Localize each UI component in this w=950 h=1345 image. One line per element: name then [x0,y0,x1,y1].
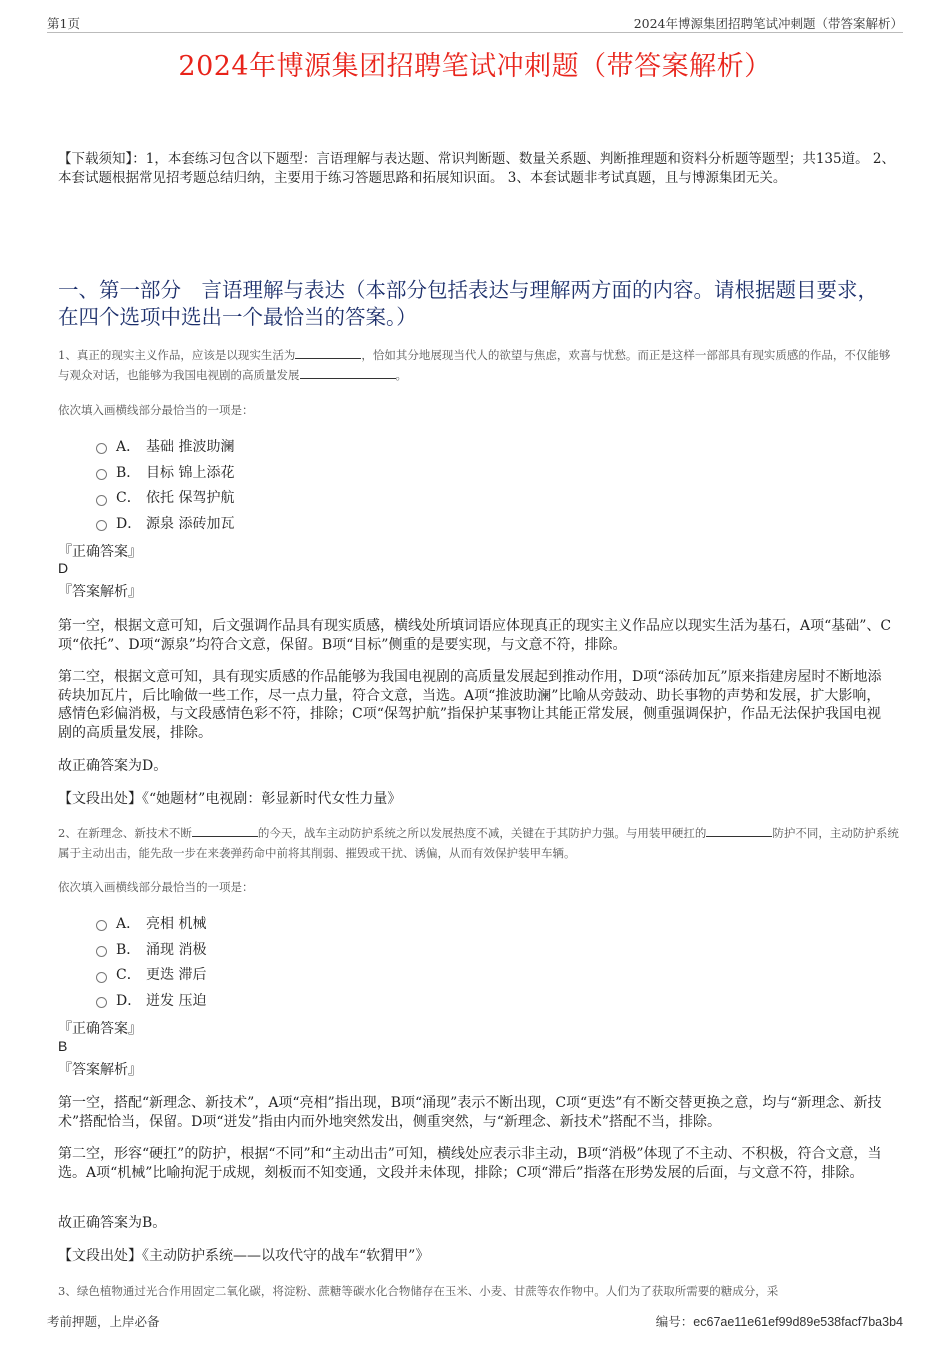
q2-option-a[interactable]: A． 亮相 机械 [96,910,206,936]
radio-icon[interactable] [96,972,107,983]
q1-conclusion: 故正确答案为D。 [58,758,168,774]
q1-option-a[interactable]: A． 基础 推波助澜 [96,433,234,459]
q2-option-c[interactable]: C． 更迭 滞后 [96,961,206,987]
q1-analysis-1: 第一空，根据文意可知，后文强调作品具有现实质感，横线处所填词语应体现真正的现实主义作品应以现实生活为基石，A项“基础”、C项“依托”、D项“源泉”均符合文意，保留。B项“目标”侧重的是要实现，与文意不符，排除。 [58,618,892,653]
q2-blank-2 [706,824,772,837]
q2-stem-part-a: 2、在新理念、新技术不断 [58,826,192,840]
radio-icon[interactable] [96,520,107,531]
q1-analysis-2: 第二空，根据文意可知，具有现实质感的作品能够为我国电视剧的高质量发展起到推动作用，D项“添砖加瓦”原来指建房屋时不断地添砖块加瓦片，后比喻做一些工作，尽一点力量，符合文意，当选。A项“推波助澜”比喻从旁鼓动、助长事物的声势和发展，扩大影响，感情色彩偏消极，与文段感情色彩不符，排除；C项“保驾护航”指保护某事物让其能正常发展，侧重强调保护，作品无法保护我国电视剧的高质量发展，排除。 [58,669,882,741]
q2-conclusion: 故正确答案为B。 [58,1215,167,1231]
footer-code [656,1312,903,1330]
header-doc-title: 2024年博源集团招聘笔试冲刺题（带答案解析） [633,16,903,31]
footer-code-label: 编号： [655,1314,694,1329]
q2-analysis-1: 第一空，搭配“新理念、新技术”，A项“亮相”指出现，B项“涌现”表示不断出现，C项“更迭”有不断交替更换之意，均与“新理念、新技术”搭配恰当，保留。D项“迸发”指由内而外地突然发出，侧重突然，与“新理念、新技术”搭配不当，排除。 [58,1095,882,1130]
question-2-stem [58,823,900,863]
q1-options [96,433,234,536]
q2-option-b[interactable]: B． 涌现 消极 [96,936,206,962]
page-number: 第1页 [47,16,80,31]
document-title: 2024年博源集团招聘笔试冲刺题（带答案解析） [178,51,772,82]
section-title: 一、第一部分 言语理解与表达（本部分包括表达与理解两方面的内容。请根据题目要求，在四个选项中选出一个最恰当的答案。） [58,278,878,329]
question-1-stem [58,345,900,385]
q2-stem-part-c: 防护不同，主动防护系统属于主动出击，能先敌一步在来袭弹药命中前将其削弱、摧毁或干扰、诱偏，从而有效保护装甲车辆。 [58,826,899,860]
q2-prompt: 依次填入画横线部分最恰当的一项是： [58,880,254,894]
page-header [47,14,903,33]
q1-source: 【文段出处】《“她题材”电视剧：彰显新时代女性力量》 [58,791,402,807]
q2-answer: B [58,1038,68,1054]
q1-answer-heading: 『正确答案』 [58,544,142,560]
q2-analysis-2: 第二空，形容“硬扛”的防护，根据“不同”和“主动出击”可知，横线处应表示非主动，B项“消极”体现了不主动、不积极，符合文意，当选。A项“机械”比喻拘泥于成规，刻板而不知变通，文段并未体现，排除；C项“滞后”指落在形势发展的后面，与文意不符，排除。 [58,1146,882,1181]
q1-analysis-heading: 『答案解析』 [58,584,142,600]
footer-slogan: 考前押题，上岸必备 [47,1314,160,1329]
q1-option-c[interactable]: C． 依托 保驾护航 [96,484,234,510]
footer-code-value: ec67ae11e61ef99d89e538facf7ba3b4 [693,1315,903,1329]
radio-icon[interactable] [96,997,107,1008]
q1-option-d[interactable]: D． 源泉 添砖加瓦 [96,510,234,536]
q1-prompt: 依次填入画横线部分最恰当的一项是： [58,403,254,417]
q1-answer: D [58,560,69,576]
q2-source: 【文段出处】《主动防护系统——以攻代守的战车“软猬甲”》 [58,1248,430,1264]
q2-blank-1 [192,824,258,837]
download-notice: 【下载须知】：1，本套练习包含以下题型：言语理解与表达题、常识判断题、数量关系题、判断推理题和资料分析题等题型；共135道。 2、本套试题根据常见招考题总结归纳，主要用于练习答题思路和拓展知识面。 3、本套试题非考试真题，且与博源集团无关。 [58,151,895,186]
q2-options [96,910,206,1013]
radio-icon[interactable] [96,443,107,454]
radio-icon[interactable] [96,920,107,931]
radio-icon[interactable] [96,469,107,480]
q2-option-d[interactable]: D． 迸发 压迫 [96,987,206,1013]
question-3-stem: 3、绿色植物通过光合作用固定二氧化碳，将淀粉、蔗糖等碳水化合物储存在玉米、小麦、甘蔗等农作物中。人们为了获取所需要的糖成分，采 [58,1284,779,1298]
radio-icon[interactable] [96,495,107,506]
q1-blank-2 [300,366,396,379]
q1-option-b[interactable]: B． 目标 锦上添花 [96,459,234,485]
q1-stem-part-c: 。 [395,368,407,382]
q1-stem-part-a: 1、真正的现实主义作品，应该是以现实生活为 [58,348,296,362]
q1-blank-1 [295,346,361,359]
q2-answer-heading: 『正确答案』 [58,1021,142,1037]
q1-stem-part-b: ，恰如其分地展现当代人的欲望与焦虑，欢喜与忧愁。而正是这样一部部具有现实质感的作品，不仅能够与观众对话，也能够为我国电视剧的高质量发展 [58,348,891,382]
radio-icon[interactable] [96,946,107,957]
q2-analysis-heading: 『答案解析』 [58,1062,142,1078]
q2-stem-part-b: 的今天，战车主动防护系统之所以发展热度不减，关键在于其防护力强。与用装甲硬扛的 [257,826,707,840]
